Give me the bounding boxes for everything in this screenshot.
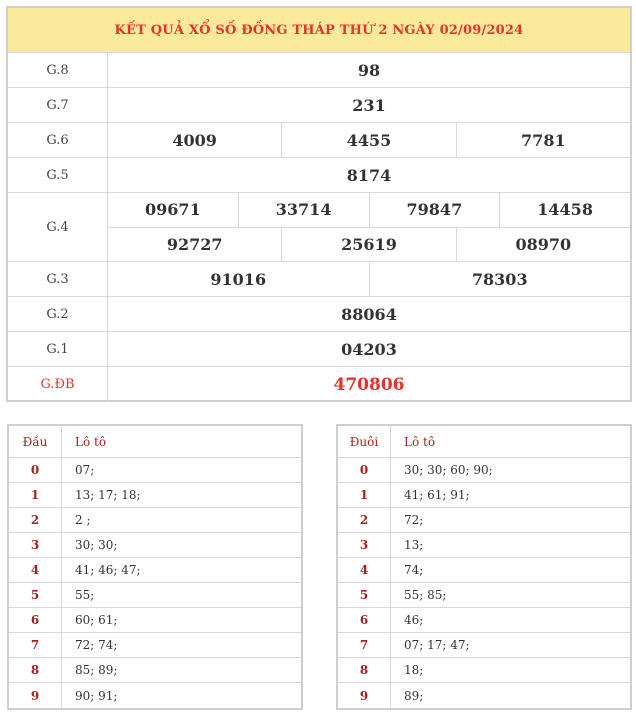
prize-number: 98 — [357, 60, 381, 80]
lo-to-values: 41; 61; 91; — [404, 488, 470, 502]
lo-to-key: 5 — [338, 583, 391, 607]
lo-to-key: 1 — [9, 483, 62, 507]
prize-number: 08970 — [456, 228, 630, 262]
prize-number: 78303 — [369, 262, 631, 296]
prize-row — [8, 123, 630, 158]
prize-number: 4455 — [281, 123, 455, 157]
prize-line — [108, 193, 630, 227]
prize-line — [108, 123, 630, 157]
prize-number: 79847 — [369, 193, 500, 227]
prize-number: 09671 — [145, 200, 201, 220]
prize-values — [108, 193, 630, 261]
lo-to-duoi-table — [336, 424, 632, 710]
prize-number: 4009 — [172, 130, 217, 150]
prize-number: 7781 — [456, 123, 630, 157]
lo-to-values: 85; 89; — [75, 663, 118, 677]
prize-values — [108, 123, 630, 157]
lo-to-values: 72; 74; — [75, 638, 118, 652]
lo-to-key: 8 — [338, 658, 391, 682]
lo-to-values: 89; — [404, 688, 424, 703]
header-key: Đuôi — [338, 426, 391, 457]
prize-number: 04203 — [341, 339, 397, 359]
lo-to-key: 8 — [9, 658, 62, 682]
prize-values — [108, 262, 630, 296]
prize-line — [108, 53, 630, 87]
lo-to-key: 0 — [338, 458, 391, 482]
results-title: KẾT QUẢ XỔ SỐ ĐỒNG THÁP THỨ 2 NGÀY 02/09/2024 — [8, 8, 630, 53]
lo-to-row — [338, 633, 630, 658]
prize-label: G.4 — [8, 193, 108, 261]
prize-line — [108, 367, 630, 402]
prize-number: 14458 — [499, 193, 630, 227]
lo-to-dau-header — [9, 426, 301, 458]
lo-to-row — [338, 658, 630, 683]
prize-row — [8, 88, 630, 123]
lo-to-duoi-header — [338, 426, 630, 458]
lo-to-values: 55; 85; — [404, 588, 447, 602]
results-table — [6, 6, 632, 402]
lo-to-key: 4 — [9, 558, 62, 582]
lo-to-values: 07; — [75, 463, 95, 477]
prize-row — [8, 332, 630, 367]
lo-to-key: 5 — [9, 583, 62, 607]
lo-to-key: 7 — [338, 633, 391, 657]
lo-to-values: 13; 17; 18; — [75, 488, 141, 502]
lo-to-values: 18; — [404, 663, 424, 677]
lo-to-row — [338, 608, 630, 633]
lo-to-row — [9, 608, 301, 633]
prize-line — [108, 332, 630, 366]
prize-row — [8, 367, 630, 402]
lo-to-row — [338, 458, 630, 483]
lo-to-values: 41; 46; 47; — [75, 563, 141, 577]
prize-line — [108, 262, 630, 296]
lo-to-values: 60; 61; — [75, 613, 118, 627]
lo-to-values: 30; 30; — [75, 538, 118, 552]
prize-number: 8174 — [346, 165, 392, 185]
lo-to-key: 1 — [338, 483, 391, 507]
lo-to-key: 6 — [338, 608, 391, 632]
lo-to-values: 30; 30; 60; 90; — [404, 463, 493, 477]
prize-label: G.7 — [8, 88, 108, 122]
prize-rows — [8, 53, 630, 402]
prize-line — [108, 227, 630, 262]
lo-to-row — [338, 558, 630, 583]
prize-values — [108, 53, 630, 87]
lo-to-row — [9, 583, 301, 608]
prize-number: 470806 — [333, 374, 405, 395]
prize-number: 33714 — [238, 193, 369, 227]
lo-to-key: 2 — [9, 508, 62, 532]
prize-values — [108, 367, 630, 402]
prize-number: 91016 — [210, 269, 267, 289]
lo-to-key: 3 — [338, 533, 391, 557]
prize-values — [108, 332, 630, 366]
prize-row — [8, 193, 630, 262]
prize-values — [108, 158, 630, 192]
lo-to-key: 3 — [9, 533, 62, 557]
prize-number: 88064 — [341, 304, 397, 324]
lo-to-key: 6 — [9, 608, 62, 632]
lo-to-values: 90; 91; — [75, 688, 118, 703]
lo-to-values: 13; — [404, 538, 424, 552]
lo-to-key: 4 — [338, 558, 391, 582]
lo-to-key: 7 — [9, 633, 62, 657]
lo-to-row — [9, 558, 301, 583]
lo-to-key: 0 — [9, 458, 62, 482]
lo-to-row — [9, 683, 301, 708]
lo-to-values: 46; — [404, 613, 424, 627]
prize-label: G.1 — [8, 332, 108, 366]
lo-to-row — [9, 458, 301, 483]
lo-to-row — [9, 508, 301, 533]
lo-to-row — [338, 508, 630, 533]
prize-line — [108, 88, 630, 122]
prize-line — [108, 297, 630, 331]
prize-number: 92727 — [166, 234, 223, 254]
lo-to-values: 2 ; — [75, 513, 91, 527]
lo-to-row — [338, 583, 630, 608]
lo-to-row — [9, 633, 301, 658]
lo-to-values: 72; — [404, 513, 424, 527]
prize-label: G.3 — [8, 262, 108, 296]
lo-to-key: 9 — [338, 683, 391, 708]
lo-to-key: 9 — [9, 683, 62, 708]
prize-number: 25619 — [281, 228, 455, 262]
prize-row — [8, 53, 630, 88]
prize-label: G.ĐB — [8, 367, 108, 402]
header-value: Lô tô — [75, 434, 107, 449]
prize-label: G.6 — [8, 123, 108, 157]
lo-to-values: 55; — [75, 588, 95, 602]
prize-row — [8, 297, 630, 332]
prize-number: 231 — [352, 95, 386, 115]
header-value: Lô tô — [404, 434, 436, 449]
lo-to-row — [338, 533, 630, 558]
lo-to-row — [9, 533, 301, 558]
lo-to-row — [338, 483, 630, 508]
prize-label: G.5 — [8, 158, 108, 192]
lo-to-row — [9, 658, 301, 683]
prize-label: G.2 — [8, 297, 108, 331]
prize-line — [108, 158, 630, 192]
lo-to-row — [338, 683, 630, 708]
lo-to-key: 2 — [338, 508, 391, 532]
header-key: Đầu — [9, 426, 62, 457]
prize-values — [108, 297, 630, 331]
lo-to-row — [9, 483, 301, 508]
lo-to-dau-body — [9, 458, 301, 708]
prize-row — [8, 158, 630, 193]
prize-values — [108, 88, 630, 122]
lo-to-duoi-body — [338, 458, 630, 708]
lo-to-dau-table — [7, 424, 303, 710]
lo-to-values: 07; 17; 47; — [404, 638, 470, 652]
prize-label: G.8 — [8, 53, 108, 87]
lo-to-values: 74; — [404, 563, 424, 577]
prize-row — [8, 262, 630, 297]
